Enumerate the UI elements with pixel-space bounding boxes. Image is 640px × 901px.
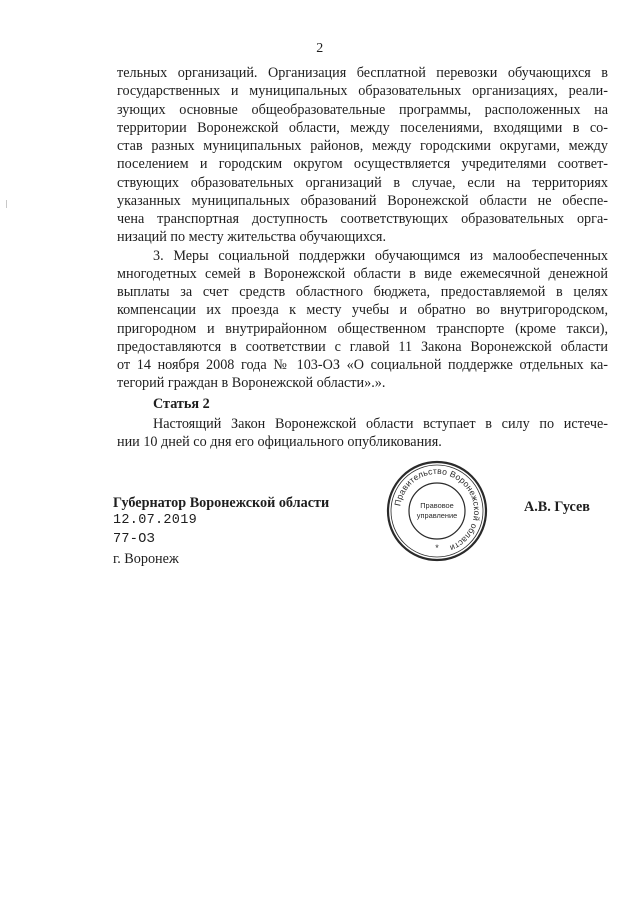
page-number: 2 <box>316 41 324 56</box>
text-line: тельных организаций. Организация бесплатной перевозки обучающихся в <box>117 65 608 81</box>
seal-center-line-1: Правовое <box>420 501 454 510</box>
scan-margin-mark <box>6 200 7 208</box>
text-line: предоставляются в соответствии с главой 11 Закона Воронежской области <box>117 338 608 355</box>
paragraph-transport <box>117 64 608 247</box>
text-line: пригородном и внутрирайонном общественном транспорте (кроме такси), <box>117 320 608 337</box>
text-line: тегорий граждан в Воронежской области».». <box>117 375 386 392</box>
governor-title: Губернатор Воронежской области <box>113 495 330 511</box>
seal-center-line-2: управление <box>416 511 458 520</box>
text-line: Настоящий Закон Воронежской области вступает в силу по истече- <box>153 415 608 432</box>
official-seal-stamp <box>385 459 489 563</box>
text-line: многодетных семей в Воронежской области в виде ежемесячной денежной <box>117 265 608 282</box>
document-body <box>117 64 608 451</box>
paragraph-effective-date <box>117 415 608 452</box>
text-line: став разных муниципальных районов, между городскими округами, между <box>117 138 608 154</box>
signatory-name: А.В. Гусев <box>524 499 590 515</box>
article-heading: Статья 2 <box>153 395 210 412</box>
text-line: зующих основные общеобразовательные программы, расположенных на <box>117 101 608 118</box>
text-line: от 14 ноября 2008 года № 103-ОЗ «О социальной поддержке отдельных ка- <box>117 357 608 373</box>
text-line: ствующих образовательных организаций в случае, если на территориях <box>117 174 608 191</box>
text-line: низаций по месту жительства обучающихся. <box>117 229 386 246</box>
text-line: чена транспортная доступность соответствующих образовательных орга- <box>117 211 608 227</box>
signing-date: 12.07.2019 <box>113 513 198 528</box>
seal-graphic <box>385 459 489 563</box>
text-line: государственных и муниципальных образовательных организациях, реали- <box>117 83 608 100</box>
text-line: выплаты за счет средств областного бюджета, предоставляемой в целях <box>117 284 608 300</box>
text-line: указанных муниципальных образований Воронежской области не обеспе- <box>117 192 608 209</box>
text-line: компенсации их проезда к месту учебы и обратно во внутригородском, <box>117 302 608 319</box>
signing-city: г. Воронеж <box>113 551 179 567</box>
text-line: 3. Меры социальной поддержки обучающимся из малообеспеченных <box>153 247 608 264</box>
text-line: поселением и городским округом осуществляется учредителями соответ- <box>117 156 608 173</box>
law-number: 77-ОЗ <box>113 532 156 547</box>
seal-ring-text: Правительство Воронежской области <box>392 465 483 554</box>
text-line: нии 10 дней со дня его официального опубликования. <box>117 434 442 450</box>
text-line: территории Воронежской области, между поселениями, входящими в со- <box>117 119 608 136</box>
paragraph-social-support <box>117 247 608 393</box>
seal-star: * <box>435 543 439 553</box>
